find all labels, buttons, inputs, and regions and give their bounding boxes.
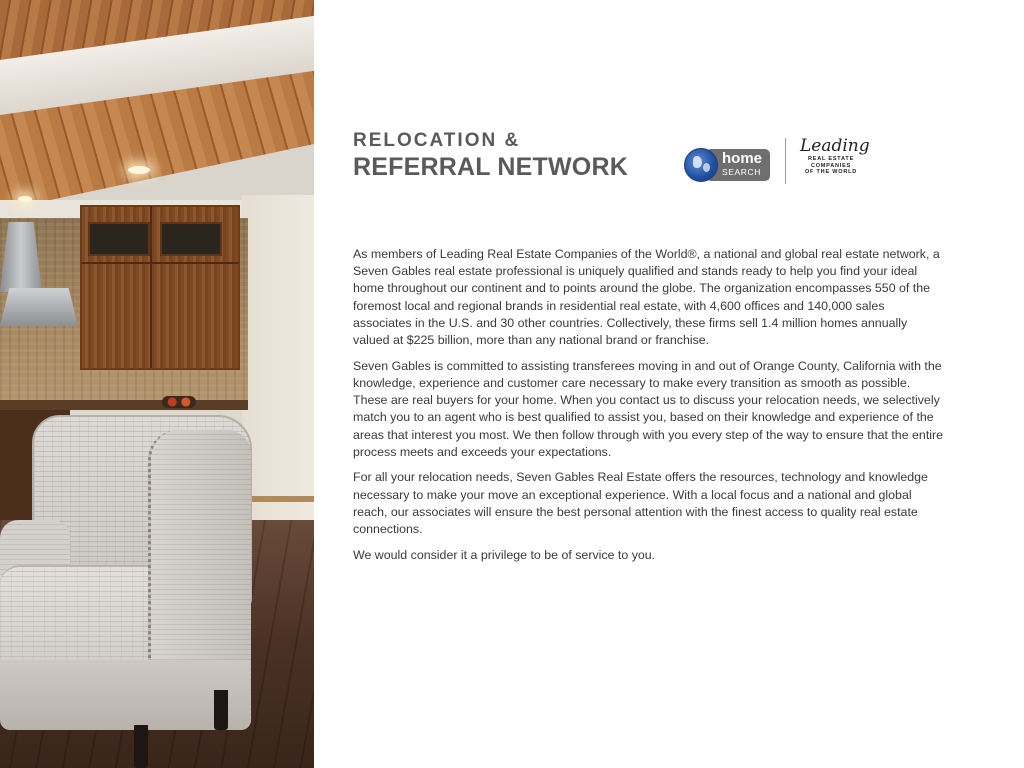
armchair-front [0, 660, 250, 730]
baseboard [248, 496, 314, 502]
interior-photo [0, 0, 314, 768]
leading-line-1: REAL ESTATE [807, 156, 855, 162]
paragraph-membership: As members of Leading Real Estate Companies of the World®, a national and global real estate network, a Seven Gables real estate professional is uniquely qualified and stands ready to help you find your ideal home throughout our continent and to points around the globe. The organization encompasses 550 of the foremost local and regional brands in residential real estate, with 4,600 offices and 140,000 sales associates in the U.S. and 30 other countries. Collectively, these firms sell 1.4 million homes annually valued at $225 billion, more than any national brand or franchise. [353, 247, 940, 348]
title-line-2: REFERRAL NETWORK [353, 153, 628, 181]
fruit-bowl [162, 396, 196, 408]
paragraph-resources: For all your relocation needs, Seven Gables Real Estate offers the resources, technology and knowledge necessary to make your move an exceptional experience. With a local focus and a national and global reach, our associates will ensure the best personal attention with the finest access to quality real estate connections. [353, 470, 928, 537]
recessed-light-small [18, 196, 32, 202]
recessed-light [128, 166, 150, 174]
leading-line-3: OF THE WORLD [804, 169, 858, 175]
home-search-sub: SEARCH [722, 167, 762, 177]
globe-icon [684, 148, 718, 182]
side-wall [242, 195, 314, 530]
cabinet-glass-left [88, 222, 150, 256]
chair-leg-back [214, 690, 228, 730]
leading-script: Leading [800, 136, 870, 156]
logo-divider [785, 138, 786, 184]
cabinet-glass-right [160, 222, 222, 256]
chair-leg-front [134, 725, 148, 768]
paragraph-commitment: Seven Gables is committed to assisting transferees moving in and out of Orange County, California with the knowledge, experience and customer care necessary to make every transition as smooth as possible. These are real buyers for your home. When you contact us to discuss your relocation needs, we selectively match you to an agent who is best qualified to assist you, based on their knowledge and experience of the areas that interest you most. We then follow through with you every step of the way to ensure that the entire process meets and exceeds your expectations. [353, 358, 944, 459]
body-copy [353, 246, 945, 572]
home-search-word: home [722, 150, 763, 167]
range-hood-base [0, 288, 78, 326]
title-line-1: RELOCATION & [353, 130, 521, 151]
countertop [0, 400, 248, 410]
page-title [353, 130, 628, 182]
leading-line-2: COMPANIES [810, 162, 852, 169]
cabinet-seam-horizontal [82, 262, 238, 264]
cabinet-seam [150, 206, 152, 368]
paragraph-closing: We would consider it a privilege to be of service to you. [353, 547, 656, 562]
leading-logo [800, 136, 870, 176]
